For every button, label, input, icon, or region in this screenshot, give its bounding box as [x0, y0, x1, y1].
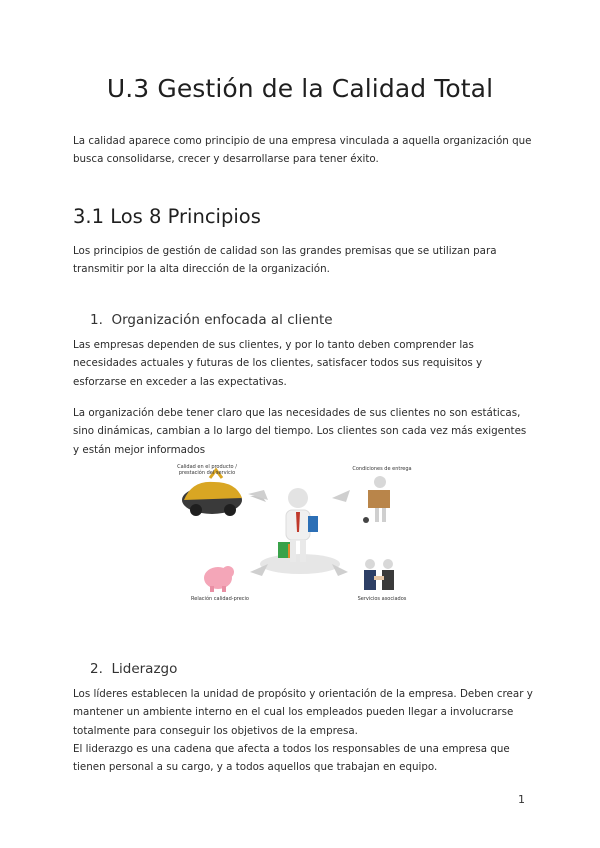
page-number: 1	[518, 793, 525, 806]
principle-2-number: 2.	[90, 661, 103, 677]
section-paragraph: Los principios de gestión de calidad son las grandes premisas que se utilizan para transmitir por la alta dirección de la organización.	[73, 245, 497, 276]
principle-2-heading	[90, 661, 177, 677]
caption-quality: Calidad en el producto / prestación del servicio	[177, 464, 237, 476]
principle-1-number: 1.	[90, 312, 103, 328]
principle-2-text	[73, 685, 533, 776]
piggy-bank-icon	[204, 566, 234, 592]
principle-1-paragraph-1: Las empresas dependen de sus clientes, y por lo tanto deben comprender las necesidades actuales y futuras de los clientes, satisfacer todos sus requisitos y esforzarse en exceder a las expectativas.	[73, 339, 483, 388]
caption-delivery: Condiciones de entrega	[352, 466, 412, 472]
section-heading: 3.1 Los 8 Principios	[73, 205, 261, 228]
customer-focus-figure	[170, 460, 430, 610]
delivery-icon	[363, 476, 390, 523]
caption-price: Relación calidad-precio	[191, 596, 249, 602]
principle-1-title: Organización enfocada al cliente	[111, 312, 333, 328]
person-icon	[278, 488, 318, 562]
intro-paragraph: La calidad aparece como principio de una empresa vinculada a aquella organización que busca consolidarse, crecer y desarrollarse para tener éxito.	[73, 135, 532, 166]
principle-1-paragraph-2: La organización debe tener claro que las necesidades de sus clientes no son estáticas, sino dinámicas, cambian a lo largo del tiempo. Los clientes son cada vez más exigentes y están mejor informados	[73, 407, 527, 456]
car-icon	[182, 470, 242, 516]
customer-focus-illustration	[170, 460, 430, 610]
principle-2-paragraph-1: Los líderes establecen la unidad de propósito y orientación de la empresa. Deben crear y mantener un ambiente interno en el cual los empleados pueden llegar a involucrarse totalmente para conseguir los objetivos de la empresa.	[73, 688, 533, 737]
principle-2-paragraph-2: El liderazgo es una cadena que afecta a todos los responsables de una empresa que tienen personal a su cargo, y a todos aquellos que trabajan en equipo.	[73, 742, 510, 774]
document-title: U.3 Gestión de la Calidad Total	[106, 74, 494, 103]
caption-services: Servicios asociados	[357, 596, 407, 602]
principle-2-title: Liderazgo	[111, 661, 178, 677]
handshake-icon	[364, 559, 394, 590]
principle-1-heading	[90, 312, 333, 328]
